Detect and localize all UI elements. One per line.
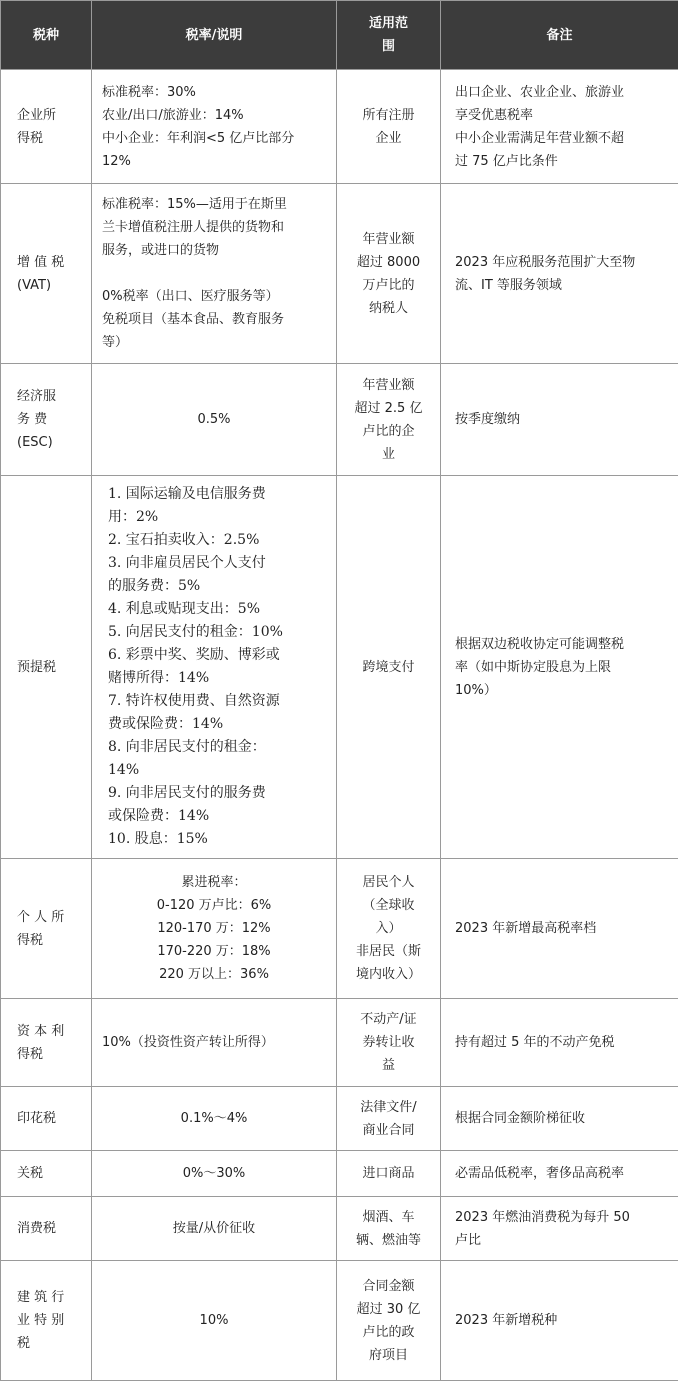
scope-line: 企业 <box>375 130 402 146</box>
rate-line: 或保险费：14% <box>108 808 210 824</box>
scope-line: 业 <box>381 446 395 462</box>
scope-cell <box>337 859 441 999</box>
rate-cell <box>92 859 337 999</box>
table-row <box>1 999 678 1087</box>
scope-line: 不动产/证 <box>360 1012 417 1027</box>
note-line: 过 75 亿卢比条件 <box>455 153 558 169</box>
rate-cell <box>92 364 337 476</box>
rate-line: 0%～30% <box>182 1166 246 1181</box>
note-line: 流、IT 等服务领域 <box>455 277 562 293</box>
note-line: 2023 年应税服务范围扩大至物 <box>455 254 636 270</box>
scope-line: 超过 2.5 亿 <box>354 400 423 416</box>
note-cell <box>441 1151 678 1197</box>
scope-line: 进口商品 <box>362 1166 415 1181</box>
scope-line: 非居民（斯 <box>355 944 421 959</box>
header-scope <box>337 1 441 70</box>
tax-type-cell <box>1 1151 92 1197</box>
tax-type-line: 印花税 <box>17 1111 57 1126</box>
note-cell <box>441 999 678 1087</box>
rate-line: 标准税率：30% <box>102 84 196 100</box>
rate-line: 10. 股息：15% <box>108 831 208 847</box>
tax-type-line: 关税 <box>17 1166 44 1181</box>
table-row <box>1 859 678 999</box>
rate-line: 用：2% <box>108 509 159 525</box>
scope-line: 府项目 <box>368 1347 408 1363</box>
note-line: 10%） <box>455 682 497 698</box>
rate-line: 7. 特许权使用费、自然资源 <box>108 693 280 709</box>
tax-type-line: 得税 <box>17 932 44 948</box>
table-row <box>1 1261 678 1381</box>
rate-line: 标准税率：15%—适用于在斯里 <box>102 197 287 212</box>
rate-cell <box>92 1197 337 1261</box>
tax-type-line: 增 值 税 <box>17 254 65 270</box>
scope-cell <box>337 1261 441 1381</box>
tax-type-line: 经济服 <box>17 389 57 404</box>
scope-line: 万卢比的 <box>362 277 415 293</box>
tax-type-line: (ESC) <box>17 435 53 450</box>
scope-line: 卢比的企 <box>362 423 415 439</box>
scope-cell <box>337 1151 441 1197</box>
tax-type-cell <box>1 184 92 364</box>
tax-type-line: 务 费 <box>17 412 48 427</box>
rate-line: 费或保险费：14% <box>108 716 224 732</box>
header-tax-type: 税种 <box>1 1 92 70</box>
table-row <box>1 364 678 476</box>
header-scope-line: 围 <box>381 39 395 54</box>
scope-cell <box>337 364 441 476</box>
rate-line: 10% <box>199 1313 229 1328</box>
scope-cell <box>337 1087 441 1151</box>
tax-type-cell <box>1 364 92 476</box>
tax-type-line: (VAT) <box>17 277 52 293</box>
scope-line: 跨境支付 <box>362 659 415 675</box>
rate-line: 0.1%～4% <box>180 1111 248 1126</box>
rate-line: 6. 彩票中奖、奖励、博彩或 <box>108 647 280 663</box>
scope-cell <box>337 184 441 364</box>
tax-type-line: 消费税 <box>17 1221 57 1236</box>
tax-type-line: 得税 <box>17 130 44 146</box>
table-header-row <box>1 1 678 70</box>
rate-line: 的服务费：5% <box>108 578 201 594</box>
table-row <box>1 1197 678 1261</box>
table-row <box>1 70 678 184</box>
rate-line: 0-120 万卢比：6% <box>156 898 272 913</box>
scope-line: 益 <box>381 1058 395 1073</box>
scope-cell <box>337 70 441 184</box>
scope-line: 法律文件/ <box>360 1099 417 1115</box>
note-line: 享受优惠税率 <box>455 107 534 123</box>
tax-type-line: 建 筑 行 <box>17 1290 65 1305</box>
scope-line: 入） <box>375 921 402 936</box>
scope-line: 商业合同 <box>362 1122 415 1138</box>
rate-line: 8. 向非居民支付的租金： <box>108 739 266 755</box>
header-scope-line: 适用范 <box>368 16 408 31</box>
note-line: 按季度缴纳 <box>455 412 521 427</box>
note-line: 2023 年燃油消费税为每升 50 <box>455 1209 630 1225</box>
note-line: 卢比 <box>455 1232 482 1248</box>
rate-cell <box>92 70 337 184</box>
scope-line: 烟酒、车 <box>362 1209 415 1225</box>
note-line: 率（如中斯协定股息为上限 <box>455 659 612 675</box>
note-cell <box>441 70 678 184</box>
rate-line: 9. 向非居民支付的服务费 <box>108 785 266 801</box>
note-cell <box>441 1261 678 1381</box>
rate-line: 3. 向非雇员居民个人支付 <box>108 555 266 571</box>
tax-type-cell <box>1 1261 92 1381</box>
rate-line: 按量/从价征收 <box>172 1221 256 1236</box>
note-line: 中小企业需满足年营业额不超 <box>455 130 625 146</box>
tax-type-cell <box>1 1197 92 1261</box>
scope-line: 所有注册 <box>362 107 415 123</box>
note-line: 持有超过 5 年的不动产免税 <box>455 1035 615 1050</box>
note-line: 必需品低税率，奢侈品高税率 <box>455 1166 625 1181</box>
scope-line: 券转让收 <box>362 1035 415 1050</box>
scope-line: 年营业额 <box>362 231 415 247</box>
table-row <box>1 476 678 859</box>
table-row <box>1 184 678 364</box>
rate-cell <box>92 476 337 859</box>
rate-cell <box>92 184 337 364</box>
note-line: 根据双边税收协定可能调整税 <box>455 636 625 652</box>
scope-cell <box>337 476 441 859</box>
scope-line: 纳税人 <box>368 300 408 316</box>
tax-type-line: 得税 <box>17 1046 44 1062</box>
note-line: 2023 年新增最高税率档 <box>455 921 597 936</box>
rate-line: 14% <box>108 762 140 778</box>
tax-type-line: 企业所 <box>17 107 57 123</box>
rate-line: 中小企业：年利润<5 亿卢比部分 <box>102 130 295 146</box>
scope-cell <box>337 999 441 1087</box>
rate-line: 220 万以上：36% <box>159 967 269 982</box>
note-cell <box>441 364 678 476</box>
tax-type-line: 预提税 <box>17 659 57 675</box>
rate-line: 0%税率（出口、医疗服务等） <box>102 289 279 304</box>
scope-line: 年营业额 <box>362 377 415 393</box>
scope-line: 居民个人 <box>362 875 415 890</box>
rate-line: 农业/出口/旅游业：14% <box>102 107 244 123</box>
tax-type-line: 税 <box>17 1336 31 1351</box>
scope-line: 超过 8000 <box>356 254 421 270</box>
note-line: 出口企业、农业企业、旅游业 <box>455 84 625 100</box>
rate-line: 10%（投资性资产转让所得） <box>102 1035 274 1050</box>
rate-line: 4. 利息或贴现支出：5% <box>108 601 261 617</box>
tax-type-cell <box>1 999 92 1087</box>
rate-line: 兰卡增值税注册人提供的货物和 <box>102 220 285 235</box>
note-cell <box>441 1197 678 1261</box>
rate-line: 1. 国际运输及电信服务费 <box>108 486 266 502</box>
tax-type-line: 个 人 所 <box>17 909 65 925</box>
rate-line: 0.5% <box>197 412 231 427</box>
note-line: 2023 年新增税种 <box>455 1313 558 1328</box>
rate-cell <box>92 1261 337 1381</box>
scope-line: 境内收入） <box>355 967 421 982</box>
scope-line: 超过 30 亿 <box>356 1301 421 1317</box>
rate-line: 赌博所得：14% <box>108 670 210 686</box>
tax-type-cell <box>1 859 92 999</box>
rate-line: 2. 宝石拍卖收入：2.5% <box>108 532 260 548</box>
tax-type-cell <box>1 1087 92 1151</box>
rate-cell <box>92 999 337 1087</box>
rate-line: 等） <box>102 335 129 350</box>
header-rate: 税率/说明 <box>92 1 337 70</box>
note-cell <box>441 184 678 364</box>
rate-line: 5. 向居民支付的租金：10% <box>108 624 283 640</box>
rate-line: 累进税率： <box>181 875 247 890</box>
table-body <box>1 70 678 1381</box>
note-cell <box>441 476 678 859</box>
scope-line: （全球收 <box>362 898 415 913</box>
note-cell <box>441 859 678 999</box>
tax-type-cell <box>1 70 92 184</box>
scope-cell <box>337 1197 441 1261</box>
note-cell <box>441 1087 678 1151</box>
rate-cell <box>92 1087 337 1151</box>
header-note: 备注 <box>441 1 678 70</box>
scope-line: 卢比的政 <box>362 1324 415 1340</box>
tax-type-cell <box>1 476 92 859</box>
rate-line: 120-170 万：12% <box>157 921 271 936</box>
table-row <box>1 1087 678 1151</box>
rate-cell <box>92 1151 337 1197</box>
scope-line: 合同金额 <box>362 1278 415 1294</box>
rate-line: 170-220 万：18% <box>157 944 271 959</box>
table-row <box>1 1151 678 1197</box>
note-line: 根据合同金额阶梯征收 <box>455 1111 586 1126</box>
rate-line: 免税项目（基本食品、教育服务 <box>102 312 285 327</box>
tax-type-line: 业 特 别 <box>17 1313 65 1328</box>
rate-line <box>102 262 326 285</box>
tax-type-line: 资 本 利 <box>17 1023 65 1039</box>
scope-line: 辆、燃油等 <box>355 1232 421 1248</box>
rate-line: 12% <box>102 153 131 169</box>
rate-line: 服务，或进口的货物 <box>102 243 220 258</box>
